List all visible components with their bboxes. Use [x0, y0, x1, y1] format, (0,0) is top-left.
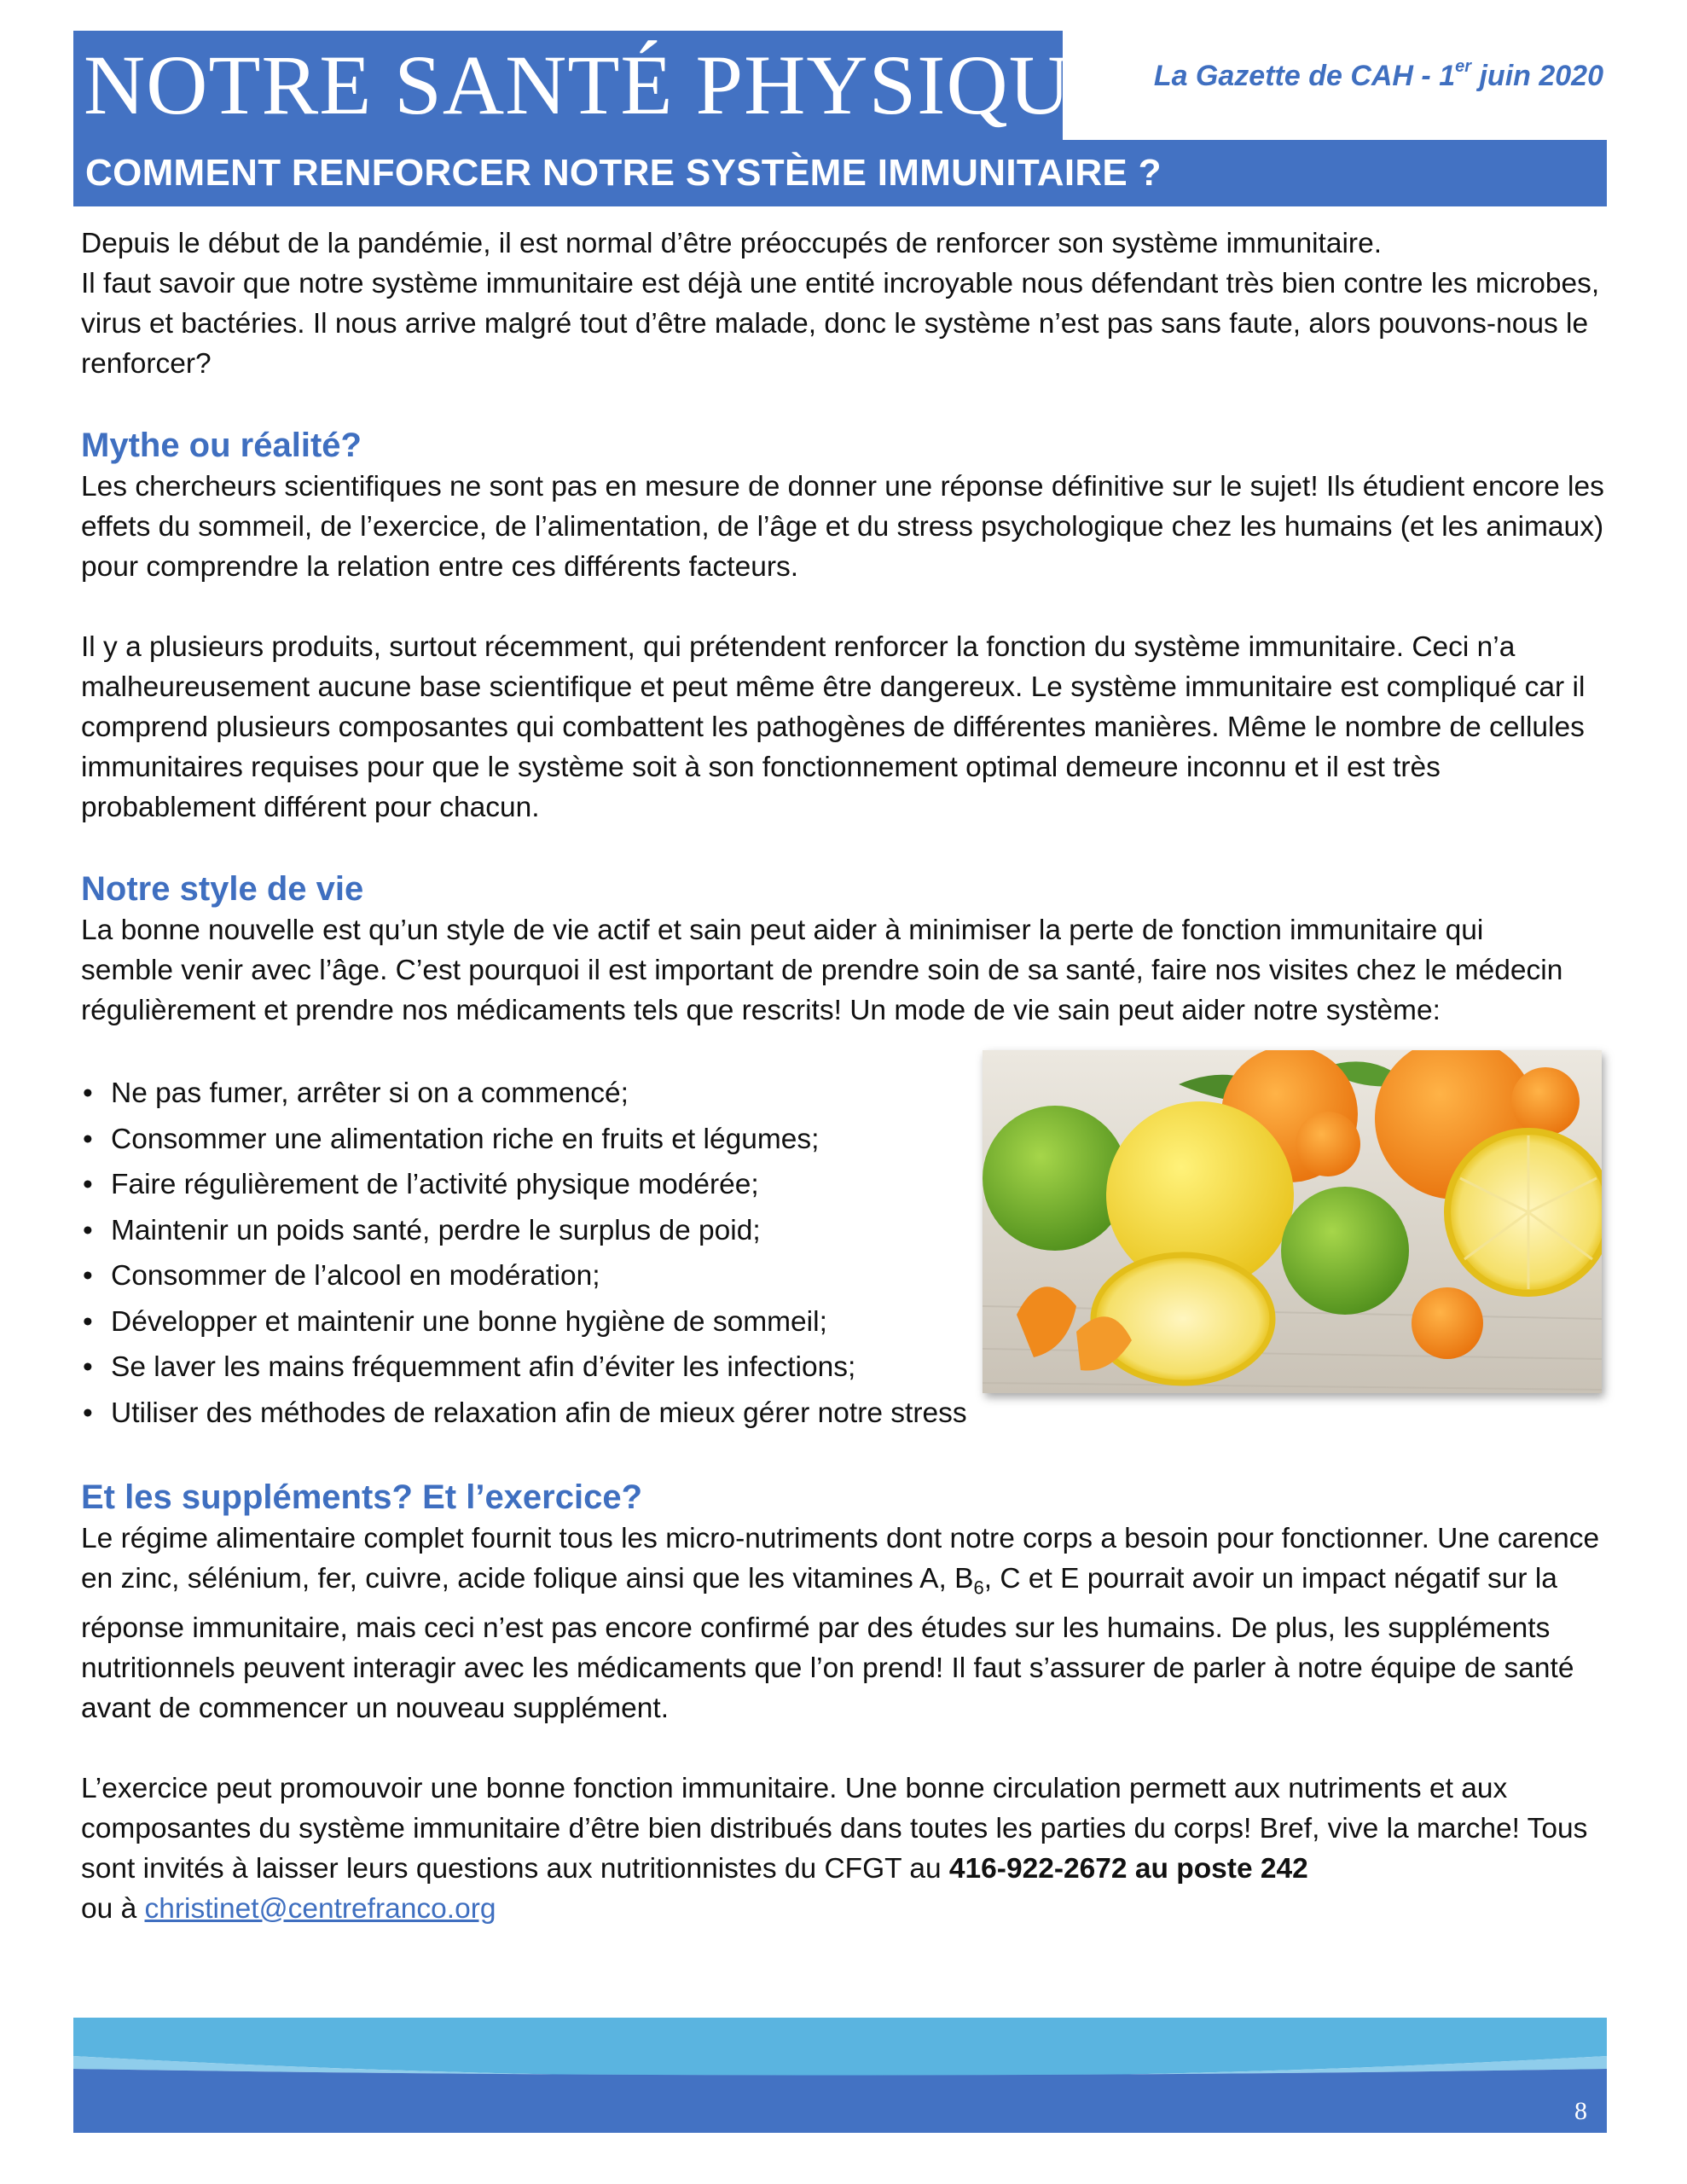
- spacer: [81, 1436, 1608, 1476]
- spacer: [81, 384, 1608, 424]
- article-title: COMMENT RENFORCER NOTRE SYSTÈME IMMUNITAIRE ?: [85, 152, 1162, 194]
- gazette-suffix: juin 2020: [1471, 60, 1603, 92]
- spacer: [81, 587, 1608, 627]
- list-item: • Utiliser des méthodes de relaxation afin de mieux gérer notre stress: [81, 1391, 1608, 1437]
- heading-myth: Mythe ou réalité?: [81, 427, 362, 464]
- spacer: [81, 1728, 1608, 1769]
- list-item: • Ne pas fumer, arrêter si on a commencé;: [81, 1071, 1608, 1117]
- list-item: • Développer et maintenir une bonne hygiène de sommeil;: [81, 1299, 1608, 1345]
- list-item: • Faire régulièrement de l’activité physique modérée;: [81, 1162, 1608, 1208]
- myth-paragraph-2: Il y a plusieurs produits, surtout récemment, qui prétendent renforcer la fonction du système immunitaire. Ceci n’a malheureusement aucune base scientifique et peut même être dangereux. Le système immunitaire est compliqué car il comprend plusieurs composantes qui combattent les pathogènes de différentes manières. Même le nombre de cellules immunitaires requises pour que le système soit à son fonctionnement optimal demeure inconnu et il est très probablement différent pour chacun.: [81, 631, 1586, 823]
- list-item: • Consommer une alimentation riche en fruits et légumes;: [81, 1117, 1608, 1163]
- gazette-prefix: La Gazette de CAH - 1: [1153, 60, 1456, 92]
- myth-paragraph-1: Les chercheurs scientifiques ne sont pas en mesure de donner une réponse définitive sur le sujet! Ils étudient encore les effets du sommeil, de l’exercice, de l’alimentation, de l’âge et du stress psychologique chez les humains (et les animaux) pour comprendre la relation entre ces différents facteurs.: [81, 471, 1604, 583]
- intro-first-line: Depuis le début de la pandémie, il est normal d’être préoccupés de renforcer son système immunitaire.: [81, 228, 1383, 259]
- exercise-text: L’exercice peut promouvoir une bonne fonction immunitaire. Une bonne circulation permett aux nutriments et aux composantes du système immunitaire d’être bien distribués dans toutes les parties du corps! Bref, vive la marche! Tous sont invités à laisser leurs questions aux nutritionnistes du CFGT au: [81, 1772, 1588, 1885]
- citrus-illustration: [983, 1050, 1602, 1393]
- intro-rest: Il faut savoir que notre système immunitaire est déjà une entité incroyable nous défendant très bien contre les microbes, virus et bactéries. Il nous arrive malgré tout d’être malade, donc le système n’est pas sans faute, alors pouvons-nous le renforcer?: [81, 268, 1600, 380]
- masthead-banner: [73, 31, 1124, 140]
- phone-number: 416-922-2672 au poste 242: [948, 1852, 1308, 1885]
- list-item: • Se laver les mains fréquemment afin d’éviter les infections;: [81, 1345, 1608, 1391]
- subtitle-bar: [73, 140, 1607, 206]
- citrus-fruit-photo: [983, 1050, 1602, 1393]
- supplements-paragraph: [81, 1519, 1608, 1728]
- intro-paragraph: [81, 224, 1608, 384]
- list-item: • Consommer de l’alcool en modération;: [81, 1253, 1608, 1299]
- page-title: NOTRE SANTÉ PHYSIQUE: [84, 38, 1124, 132]
- email-link[interactable]: christinet@centrefranco.org: [144, 1892, 496, 1925]
- exercise-or: ou à: [81, 1892, 145, 1925]
- exercise-paragraph: [81, 1769, 1608, 1929]
- vitamin-subscript: 6: [973, 1577, 984, 1599]
- footer-wave: [73, 2018, 1607, 2133]
- gazette-superscript: er: [1455, 56, 1472, 76]
- page-number: 8: [1574, 2097, 1587, 2125]
- supplements-text-b: , C et E pourrait avoir un impact négatif sur la réponse immunitaire, mais ceci n’est pas encore confirmé par des études sur les humains. De plus, les suppléments nutritionnels peuvent interagir avec les médicaments que l’on prend! Il faut s’assurer de parler à notre équipe de santé avant de commencer un nouveau supplément.: [81, 1563, 1574, 1724]
- gazette-date: [1066, 56, 1603, 93]
- lifestyle-paragraph: La bonne nouvelle est qu’un style de vie actif et sain peut aider à minimiser la perte de fonction immunitaire qui semble venir avec l’âge. C’est pourquoi il est important de prendre soin de sa santé, faire nos visites chez le médecin régulièrement et prendre nos médicaments tels que rescrits! Un mode de vie sain peut aider notre système:: [81, 915, 1563, 1026]
- supplements-text-a: Le régime alimentaire complet fournit tous les micro-nutriments dont notre corps a besoin pour fonctionner. Une carence en zinc, sélénium, fer, cuivre, acide folique ainsi que les vitamines A, B: [81, 1523, 1600, 1594]
- spacer: [81, 828, 1608, 868]
- heading-supplements: Et les suppléments? Et l’exercice?: [81, 1478, 643, 1516]
- footer-band: [73, 2069, 1607, 2133]
- heading-lifestyle: Notre style de vie: [81, 870, 364, 908]
- list-item: • Maintenir un poids santé, perdre le surplus de poid;: [81, 1208, 1608, 1254]
